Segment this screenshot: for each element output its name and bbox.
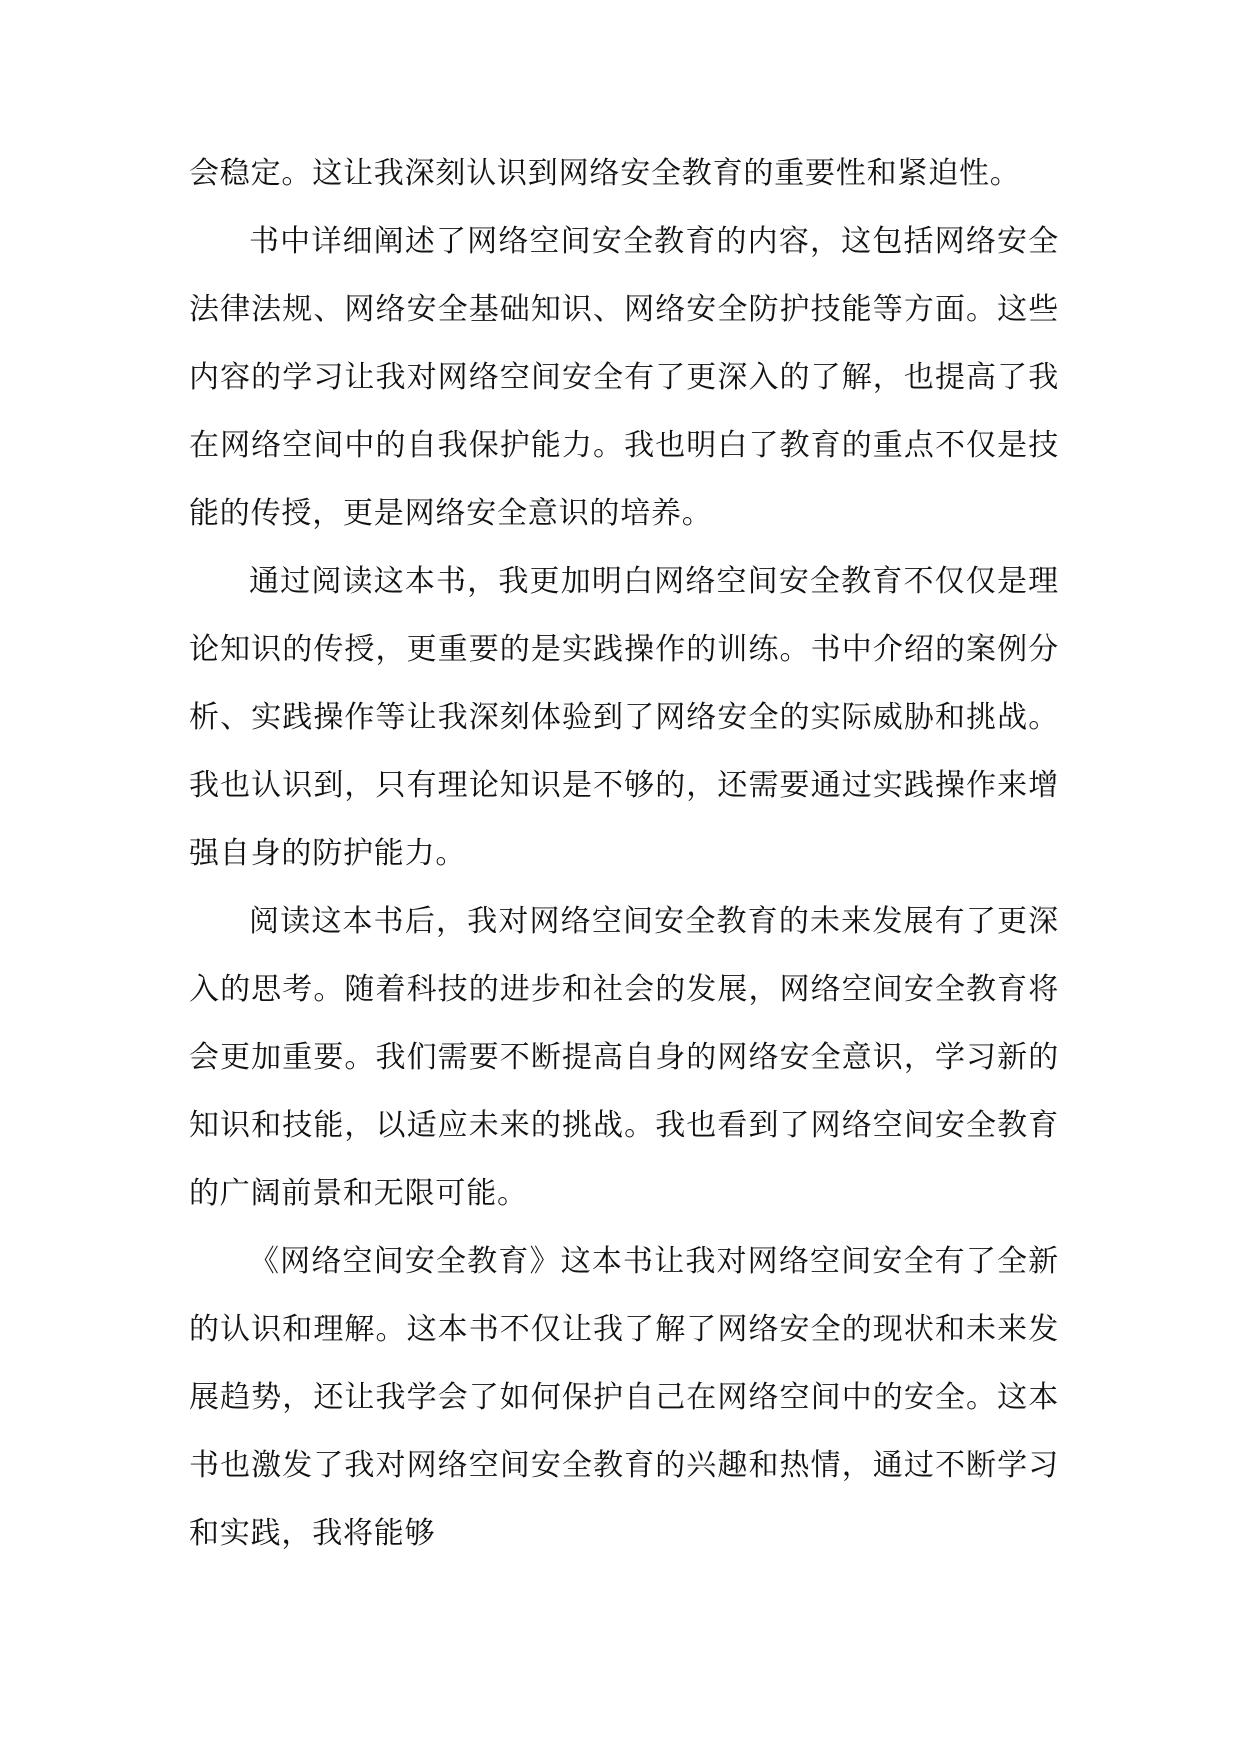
paragraph-1: 会稳定。这让我深刻认识到网络安全教育的重要性和紧迫性。 xyxy=(189,156,1021,191)
paragraph-5: 《网络空间安全教育》这本书让我对网络空间安全有了全新的认识和理解。这本书不仅让我了解了网络安全的现状和未来发展趋势，还让我学会了如何保护自己在网络空间中的安全。这本书也激发了我对网络空间安全教育的兴趣和热情，通过不断学习和实践，我将能够 xyxy=(189,1244,1059,1551)
paragraph-3: 通过阅读这本书，我更加明白网络空间安全教育不仅仅是理论知识的传授，更重要的是实践操作的训练。书中介绍的案例分析、实践操作等让我深刻体验到了网络安全的实际威胁和挑战。我也认识到，只有理论知识是不够的，还需要通过实践操作来增强自身的防护能力。 xyxy=(189,564,1059,871)
body-text xyxy=(189,140,1059,1568)
paragraph-2: 书中详细阐述了网络空间安全教育的内容，这包括网络安全法律法规、网络安全基础知识、网络安全防护技能等方面。这些内容的学习让我对网络空间安全有了更深入的了解，也提高了我在网络空间中的自我保护能力。我也明白了教育的重点不仅是技能的传授，更是网络安全意识的培养。 xyxy=(189,224,1059,531)
paragraph-4: 阅读这本书后，我对网络空间安全教育的未来发展有了更深入的思考。随着科技的进步和社会的发展，网络空间安全教育将会更加重要。我们需要不断提高自身的网络安全意识，学习新的知识和技能，以适应未来的挑战。我也看到了网络空间安全教育的广阔前景和无限可能。 xyxy=(189,904,1059,1211)
